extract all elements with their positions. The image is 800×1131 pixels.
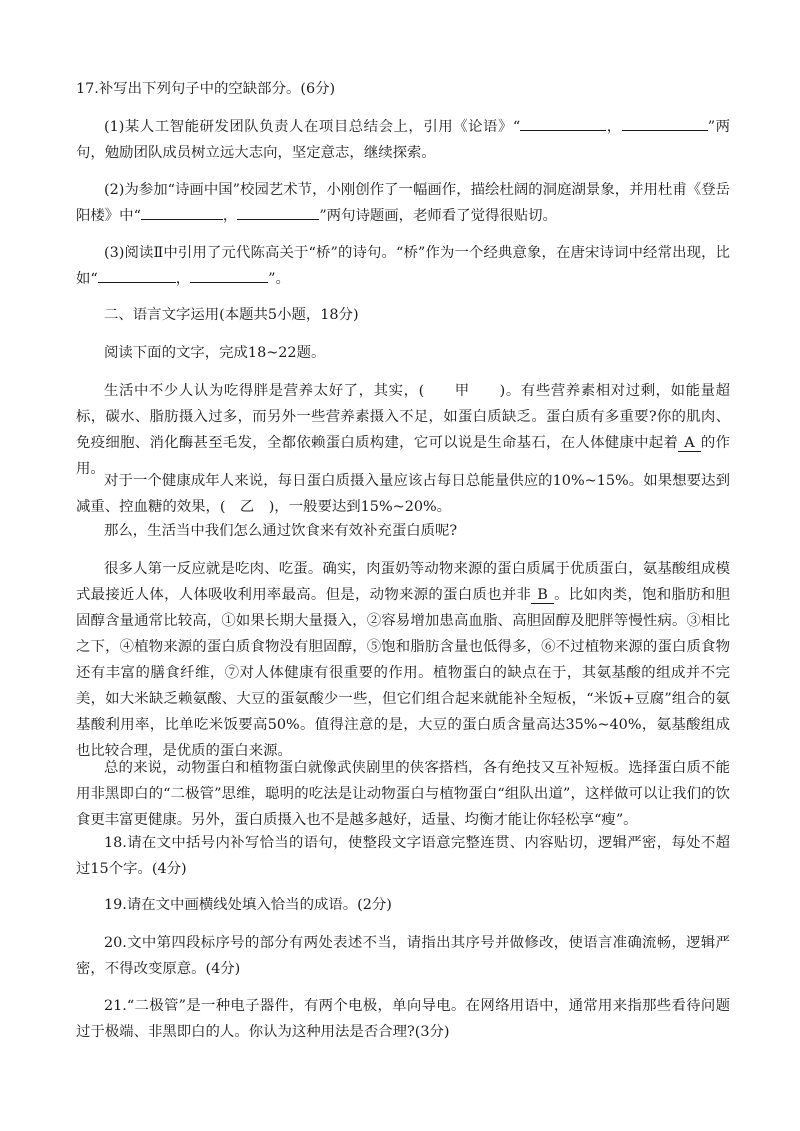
q17-item-2: (2)为参加“诗画中国”校园艺术节，小刚创作了一幅画作，描绘杜阔的洞庭湖景象，并用杜甫《登岳阳楼》中“ ， ”两句诗题画，老师看了觉得很贴切。 [76, 182, 730, 224]
blank-marker-b: B [531, 587, 554, 604]
answer-blank[interactable] [190, 267, 268, 283]
question-18: 18.请在文中括号内补写恰当的语句，使整段文字语意完整连贯、内容贴切，逻辑严密，每处不超过15个字。(4分) [76, 835, 730, 877]
passage-paragraph-3: 那么，生活当中我们怎么通过饮食来有效补充蛋白质呢? [104, 523, 458, 539]
blank-marker-a: A [678, 435, 700, 452]
q17-title: 17.补写出下列句子中的空缺部分。(6分) [76, 81, 336, 97]
passage-paragraph-5: 总的来说，动物蛋白和植物蛋白就像武侠剧里的侠客搭档，各有绝技又互补短板。选择蛋白质不能用非黑即白的“二极管”思维，聪明的吃法是让动物蛋白与植物蛋白“组队出道”，这样做可以让我们的饮食更丰富更健康。另外，蛋白质摄入也不是越多越好，适量、均衡才能让你轻松享“瘦”。 [76, 760, 730, 828]
question-21: 21.“二极管”是一种电子器件，有两个电极，单向导电。在网络用语中，通常用来指那些看待问题过于极端、非黑即白的人。你认为这种用法是否合理?(3分) [76, 998, 730, 1040]
question-20: 20.文中第四段标序号的部分有两处表述不当，请指出其序号并做修改，使语言准确流畅，逻辑严密，不得改变原意。(4分) [76, 935, 730, 977]
answer-blank[interactable] [520, 115, 606, 131]
section-intro: 阅读下面的文字，完成18~22题。 [104, 345, 326, 361]
answer-blank[interactable] [141, 204, 223, 220]
q17-item-3: (3)阅读Ⅱ中引用了元代陈高关于“桥”的诗句。“桥”作为一个经典意象，在唐宋诗词中经常出现，比如“ ， ”。 [76, 245, 730, 287]
q17-item-1: (1)某人工智能研发团队负责人在项目总结会上，引用《论语》“ ， ”两句，勉励团队成员树立远大志向，坚定意志，继续探索。 [76, 114, 730, 166]
passage-paragraph-2: 对于一个健康成年人来说，每日蛋白质摄入量应该占每日总能量供应的10%~15%。如果想要达到减重、控血糖的效果，( 乙 )，一般要达到15%~20%。 [76, 473, 730, 515]
answer-blank[interactable] [622, 115, 708, 131]
passage-paragraph-4: 很多人第一反应就是吃肉、吃蛋。确实，肉蛋奶等动物来源的蛋白质属于优质蛋白，氨基酸组成模式最接近人体，人体吸收利用率最高。但是，动物来源的蛋白质也并非 B 。比如肉类，饱和脂肪和胆固醇含量通常比较高，①如果长期大量摄入，②容易增加患高血脂、高胆固醇及肥胖等慢性病。③相比之下，④植物来源的蛋白质食物没有胆固醇，⑤饱和脂肪含量也低得多，⑥不过植物来源的蛋白质食物还有丰富的膳食纤维，⑦对人体健康有很重要的作用。植物蛋白的缺点在于，其氨基酸的组成并不完美，如大米缺乏赖氨酸、大豆的蛋氨酸少一些，但它们组合起来就能补全短板，“米饭+豆腐”组合的氨基酸利用率，比单吃米饭要高50%。值得注意的是，大豆的蛋白质含量高达35%~40%，氨基酸组成也比较合理，是优质的蛋白来源。 [76, 561, 730, 759]
question-19: 19.请在文中画横线处填入恰当的成语。(2分) [104, 897, 392, 913]
section-heading: 二、语言文字运用(本题共5小题，18分) [104, 307, 359, 323]
answer-blank[interactable] [237, 204, 319, 220]
answer-blank[interactable] [98, 267, 176, 283]
passage-paragraph-1: 生活中不少人认为吃得胖是营养太好了，其实，( 甲 )。有些营养素相对过剩，如能量超标，碳水、脂肪摄入过多，而另外一些营养素摄入不足，如蛋白质缺乏。蛋白质有多重要?你的肌肉、免疫细胞、消化酶甚至毛发，全都依赖蛋白质构建，它可以说是生命基石，在人体健康中起着 A 的作用。 [76, 383, 730, 477]
